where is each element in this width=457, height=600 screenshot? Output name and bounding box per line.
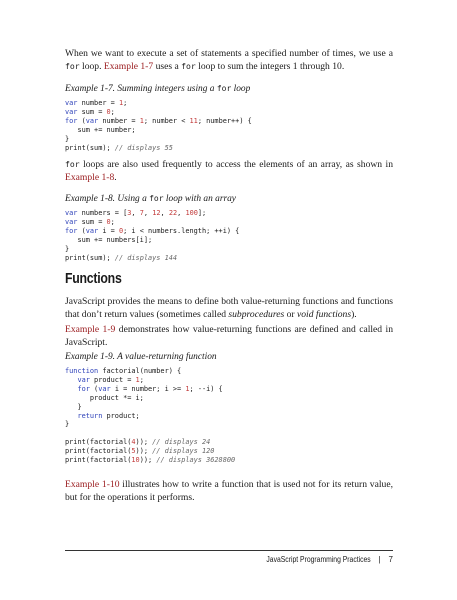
emphasis-text: void functions <box>296 309 352 321</box>
text: illustrates how to write a function that is used not for its return value, but for the operations it performs. <box>65 479 393 504</box>
text: When we want to execute a set of statements a specified number of times, we use a <box>65 48 393 59</box>
paragraph-example-1-9 <box>65 323 393 350</box>
cross-reference-link[interactable]: Example 1-10 <box>65 479 120 490</box>
cross-reference-link[interactable]: Example 1-7 <box>103 61 154 73</box>
footer-separator: | <box>378 555 381 564</box>
example-caption: Example 1-9. A value-returning function <box>65 352 217 362</box>
caption-text: Example 1-7. Summing integers using a <box>65 84 217 94</box>
inline-code: for <box>65 159 80 169</box>
footer-divider <box>65 550 393 551</box>
text: uses a <box>153 61 182 73</box>
text: demonstrates how value-returning functions are defined and called in JavaScript. <box>65 324 394 349</box>
inline-code: for <box>181 61 196 72</box>
text: ). <box>351 309 357 321</box>
page-number: 7 <box>388 555 393 564</box>
running-title: JavaScript Programming Practices <box>266 555 371 564</box>
code-listing: var numbers = [3, 7, 12, 22, 100]; var sum = 0; for (var i = 0; i < numbers.length; ++i) { sum += numbers[i]; } print(sum); // displays 144 <box>65 209 240 262</box>
text: or <box>284 309 297 321</box>
text: loops are also used frequently to access the elements of an array, as shown in <box>79 159 393 170</box>
paragraph-for-loop-intro <box>65 47 393 74</box>
code-listing: function factorial(number) { var product = 1; for (var i = number; i >= 1; --i) { product *= i; } return product; } print(factorial(4)); // displays 24 print(factorial(5)); // displays 120 print(factorial(10)); // displays 3628800 <box>65 367 236 465</box>
paragraph-example-1-10 <box>65 478 393 505</box>
caption-text: loop <box>231 84 251 94</box>
inline-code: for <box>65 61 80 72</box>
inline-code: for <box>149 194 164 203</box>
emphasis-text: subprocedures <box>228 309 285 321</box>
caption-text: loop with an array <box>163 194 236 204</box>
section-heading: Functions <box>65 270 122 287</box>
caption-text: Example 1-8. Using a <box>65 194 150 204</box>
paragraph-functions-intro <box>65 295 393 322</box>
text: . <box>114 172 117 184</box>
example-caption <box>65 194 393 204</box>
paragraph-for-loop-arrays <box>65 158 393 185</box>
example-caption <box>65 84 393 94</box>
text: loop to sum the integers 1 through 10. <box>195 61 345 73</box>
cross-reference-link[interactable]: Example 1-8 <box>65 172 115 184</box>
text: loop. <box>79 61 104 73</box>
inline-code: for <box>216 84 232 93</box>
code-listing: var number = 1; var sum = 0; for (var number = 1; number < 11; number++) { sum += number; } print(sum); // displays 55 <box>65 99 252 152</box>
cross-reference-link[interactable]: Example 1-9 <box>65 324 116 335</box>
page-footer <box>248 555 393 564</box>
text: JavaScript provides the means to define both value-returning functions and functions that don’t return values (sometimes called <box>65 296 393 321</box>
